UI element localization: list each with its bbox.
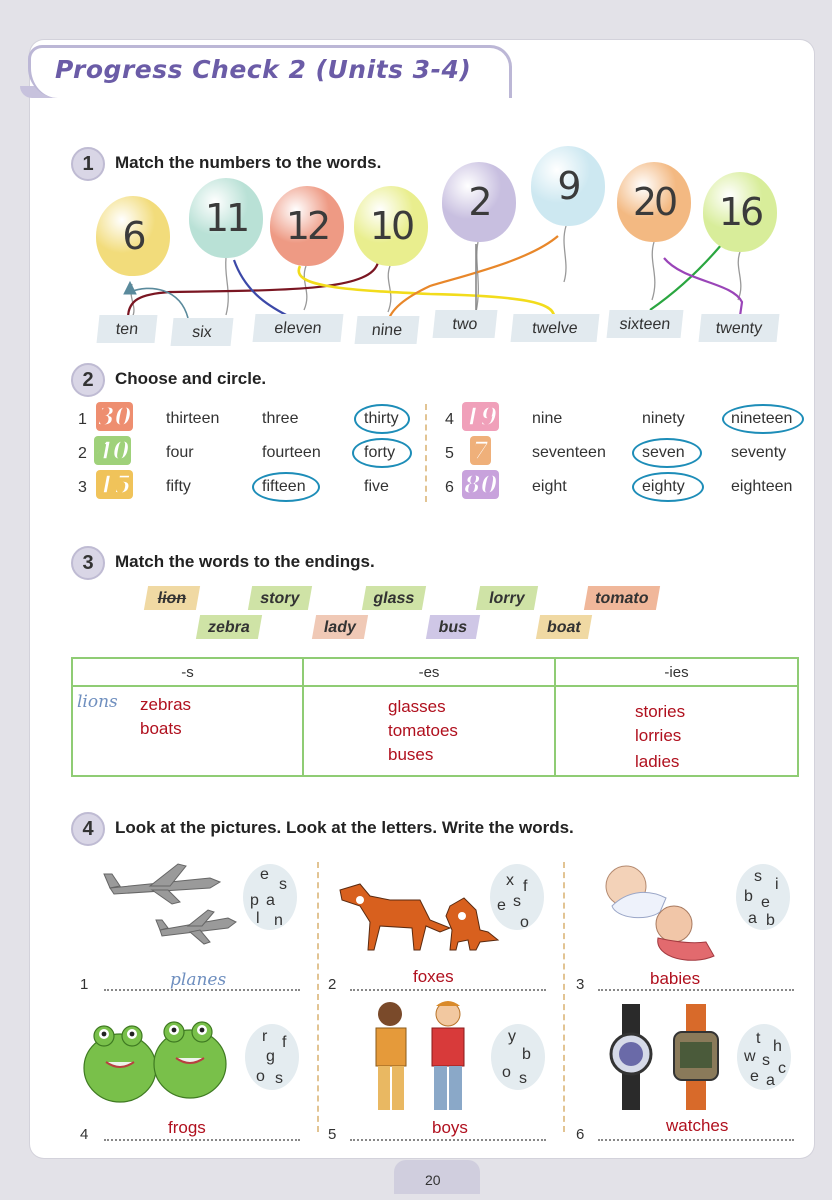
answer-ies-2: lorries [635, 726, 682, 745]
item-number: 4 [80, 1126, 89, 1143]
balloon-16: 16 [703, 172, 777, 252]
letter: e [260, 866, 269, 883]
letter: s [754, 868, 762, 885]
option-circled: fifteen [262, 478, 306, 495]
section-2-title: Choose and circle. [115, 369, 267, 388]
section-1-number: 1 [71, 147, 105, 181]
section-4-title: Look at the pictures. Look at the letters. Write the words. [115, 818, 574, 837]
answer-s-1: zebras [140, 695, 192, 714]
balloon-12: 12 [270, 186, 344, 266]
answer-circle [352, 438, 412, 468]
word-card-eleven: eleven [253, 314, 344, 342]
answer-line-6 [598, 1138, 794, 1141]
answer-ies-1: stories [635, 702, 686, 721]
word-card-lady: lady [312, 615, 368, 639]
letter: r [262, 1028, 268, 1045]
letter: s [519, 1070, 527, 1087]
letter: s [275, 1070, 283, 1087]
letter: n [274, 912, 283, 929]
option-circled: seven [642, 444, 685, 461]
word-card-six: six [171, 318, 234, 346]
option: eight [532, 478, 567, 495]
letter: b [766, 912, 775, 929]
section-4-number: 4 [71, 812, 105, 846]
answer-4: frogs [168, 1118, 206, 1137]
option-circled: eighty [642, 478, 685, 495]
option-circled: forty [364, 444, 396, 461]
balloon-2: 2 [442, 162, 516, 242]
word-card-zebra: zebra [196, 615, 262, 639]
letter: b [744, 888, 753, 905]
section-3-number: 3 [71, 546, 105, 580]
row-number: 6 [445, 479, 454, 496]
item-number: 6 [576, 1126, 585, 1143]
word-card-bus: bus [426, 615, 480, 639]
answer-circle [722, 404, 804, 434]
header-es: -es [303, 658, 555, 686]
balloon-9: 9 [531, 146, 605, 226]
letter: e [497, 897, 506, 914]
letter: o [502, 1064, 511, 1081]
panel-divider [317, 862, 319, 1132]
letter: y [508, 1028, 516, 1045]
balloon-11: 11 [189, 178, 263, 258]
option: nine [532, 410, 563, 427]
letter: s [513, 893, 521, 910]
option: seventy [731, 444, 787, 461]
answer-circle [252, 472, 320, 502]
option: five [364, 478, 389, 495]
answer-circle [632, 438, 702, 468]
letter: f [282, 1034, 287, 1051]
answer-ies-3: ladies [635, 752, 680, 771]
frogs-picture [78, 1012, 238, 1108]
balloon-20: 20 [617, 162, 691, 242]
numeral-40: 40 [96, 436, 130, 465]
word-card-twenty: twenty [699, 314, 780, 342]
header-s: -s [72, 658, 303, 686]
word-card-glass: glass [362, 586, 426, 610]
word-card-tomato: tomato [584, 586, 660, 610]
planes-picture [100, 860, 240, 950]
option: fifty [166, 478, 191, 495]
boys-picture [360, 998, 480, 1118]
section-3-title: Match the words to the endings. [115, 552, 375, 571]
option-circled: thirty [364, 410, 399, 427]
answer-6: watches [666, 1116, 729, 1135]
letter: a [766, 1072, 775, 1089]
row-number: 2 [78, 445, 87, 462]
letter: e [750, 1068, 759, 1085]
word-card-boat: boat [536, 615, 592, 639]
letter: b [522, 1046, 531, 1063]
header-ies: -ies [555, 658, 798, 686]
item-number: 2 [328, 976, 337, 993]
answer-es-3: buses [388, 745, 434, 764]
row-number: 5 [445, 445, 454, 462]
column-divider [425, 404, 427, 502]
panel-divider [563, 862, 565, 1132]
word-card-two: two [433, 310, 498, 338]
word-card-story: story [248, 586, 312, 610]
numeral-15: 15 [98, 470, 132, 499]
option: fourteen [262, 444, 321, 461]
word-card-twelve: twelve [511, 314, 600, 342]
letter: x [506, 872, 514, 889]
balloon-10: 10 [354, 186, 428, 266]
page-number: 20 [425, 1172, 441, 1188]
answer-2: foxes [413, 967, 454, 986]
letter: l [256, 910, 260, 927]
watches-picture [606, 1004, 726, 1110]
letter: i [775, 876, 779, 893]
answer-circle [354, 404, 410, 434]
option: ninety [642, 410, 685, 427]
section-1-title: Match the numbers to the words. [115, 153, 382, 172]
row-number: 3 [78, 479, 87, 496]
letter: s [762, 1052, 770, 1069]
word-card-lion: lion [144, 586, 200, 610]
row-number: 1 [78, 411, 87, 428]
answer-5: boys [432, 1118, 468, 1137]
answer-1: planes [170, 970, 227, 990]
option: four [166, 444, 194, 461]
letter: g [266, 1048, 275, 1065]
letter: o [256, 1068, 265, 1085]
section-2-number: 2 [71, 363, 105, 397]
example-answer: lions [77, 692, 118, 712]
answer-es-2: tomatoes [388, 721, 458, 740]
item-number: 1 [80, 976, 89, 993]
balloon-strings-and-lines [0, 0, 832, 360]
numeral-30: 30 [98, 402, 132, 431]
item-number: 3 [576, 976, 585, 993]
word-card-nine: nine [355, 316, 420, 344]
numeral-19: 19 [464, 402, 498, 431]
answer-circle [632, 472, 704, 502]
babies-picture [596, 858, 726, 970]
letters-bubble-5 [491, 1024, 545, 1090]
letter: w [744, 1048, 756, 1065]
page-title: Progress Check 2 (Units 3-4) [55, 55, 472, 84]
option: eighteen [731, 478, 793, 495]
letter: o [520, 914, 529, 931]
answer-3: babies [650, 969, 701, 988]
letter: h [773, 1038, 782, 1055]
foxes-picture [330, 870, 510, 960]
letter: p [250, 892, 259, 909]
letter: t [756, 1030, 761, 1047]
numeral-80: 80 [464, 470, 498, 499]
word-card-ten: ten [97, 315, 158, 343]
answer-es-1: glasses [388, 697, 446, 716]
item-number: 5 [328, 1126, 337, 1143]
letter: f [523, 878, 528, 895]
option-circled: nineteen [731, 410, 793, 427]
option: thirteen [166, 410, 220, 427]
numeral-7: 7 [472, 436, 489, 465]
letter: c [778, 1060, 786, 1077]
word-card-lorry: lorry [476, 586, 538, 610]
letter: s [279, 876, 287, 893]
word-card-sixteen: sixteen [607, 310, 684, 338]
letter: e [761, 894, 770, 911]
balloon-6: 6 [96, 196, 170, 276]
letter: a [266, 892, 275, 909]
letter: a [748, 910, 757, 927]
option: seventeen [532, 444, 606, 461]
option: three [262, 410, 299, 427]
row-number: 4 [445, 411, 454, 428]
answer-s-2: boats [140, 719, 182, 738]
